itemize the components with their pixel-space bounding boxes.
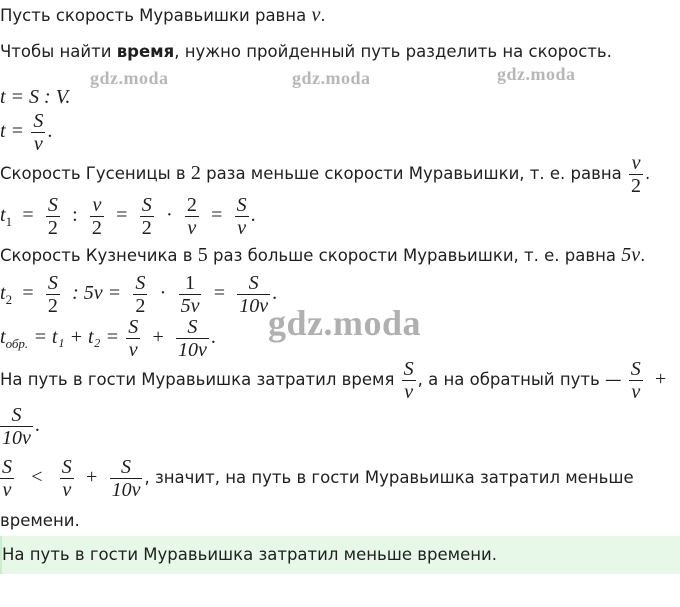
- frac-s-2: $\frac{S}{2}$: [47, 272, 58, 317]
- nu-symbol: ν: [311, 4, 321, 26]
- colon: :: [72, 204, 78, 226]
- formula-t-equals: [0, 86, 70, 109]
- frac-v-2: $\frac{\nu}{2}$: [91, 194, 102, 239]
- formula-s-10v: [0, 404, 40, 449]
- t2-subscript: 2: [5, 292, 13, 307]
- line7-pre: Скорость Кузнечика в: [0, 246, 193, 265]
- frac-s-v: $\frac{S}{\nu}$: [403, 358, 414, 403]
- text-line-10: [0, 358, 671, 403]
- frac-s-2: $\frac{S}{2}$: [47, 194, 58, 239]
- frac-2-v: $\frac{2}{\nu}$: [186, 194, 197, 239]
- frac-s-v: $\frac{S}{\nu}$: [2, 456, 12, 501]
- line7-mid: раз больше скорости Муравьишки, т. е. равна: [213, 246, 616, 265]
- less-than: <: [31, 466, 43, 488]
- watermark-3: gdz.moda: [497, 64, 576, 84]
- plus: +: [152, 326, 164, 348]
- line7-number: 5: [197, 244, 208, 266]
- frac-s-10v: $\frac{S}{10\nu}$: [239, 272, 269, 317]
- equals: =: [211, 204, 223, 226]
- line2-bold: время: [116, 42, 175, 61]
- text-line-7: [0, 244, 645, 267]
- equals: =: [116, 204, 128, 226]
- line10-mid: , а на обратный путь —: [417, 370, 622, 389]
- frac-s-v: $\frac{S}{\nu}$: [236, 194, 247, 239]
- frac-s-v-b: $\frac{S}{\nu}$: [630, 358, 641, 403]
- line1-period: .: [320, 6, 326, 25]
- watermark-big: gdz.moda: [268, 303, 422, 343]
- text-line-1: [0, 4, 326, 27]
- period: .: [47, 120, 53, 142]
- t-symbol: t: [0, 326, 6, 348]
- line1-text: Пусть скорость Муравьишки равна: [0, 6, 307, 25]
- line7-value: 5ν: [621, 244, 641, 266]
- frac-s-v-b: $\frac{S}{\nu}$: [61, 456, 72, 501]
- period: .: [640, 246, 646, 265]
- t1-subscript: 1: [5, 214, 13, 229]
- text-line-5: [0, 152, 650, 197]
- fraction-s-over-v: $\frac{S}{\nu}$: [33, 110, 44, 155]
- equals: =: [22, 204, 34, 226]
- formula-t-fraction: [0, 110, 52, 155]
- frac-1-5v: $\frac{1}{5\nu}$: [180, 272, 200, 317]
- watermark-1: gdz.moda: [90, 68, 169, 88]
- fraction-v-over-2: $\frac{\nu}{2}$: [631, 152, 642, 197]
- sum-expression: = t₁ + t₂ =: [33, 326, 119, 348]
- frac-s-2b: $\frac{S}{2}$: [135, 272, 146, 317]
- line10-pre: На путь в гости Муравьишка затратил время: [0, 370, 395, 389]
- inequality-line: [0, 456, 634, 501]
- watermark-2: gdz.moda: [292, 68, 371, 88]
- plus: +: [655, 368, 667, 390]
- colon-5v: : 5ν =: [72, 282, 122, 304]
- line5-mid: раза меньше скорости Муравьишки, т. е. равна: [206, 164, 622, 183]
- text-line-2: [0, 42, 612, 61]
- line2-pre: Чтобы найти: [0, 42, 112, 61]
- answer-text: На путь в гости Муравьишка затратил меньше времени.: [2, 545, 497, 564]
- t2-symbol: t: [0, 282, 6, 304]
- line12-text: , значит, на путь в гости Муравьишка затратил меньше: [144, 468, 634, 487]
- frac-s-10v: $\frac{S}{10\nu}$: [2, 404, 31, 449]
- frac-s-v: $\frac{S}{\nu}$: [128, 316, 139, 361]
- equals: =: [213, 282, 225, 304]
- period: .: [272, 282, 278, 304]
- t-subscript: обр.: [5, 336, 29, 351]
- text-line-13: [0, 511, 80, 530]
- equals: =: [22, 282, 34, 304]
- period: .: [210, 326, 216, 348]
- period: .: [34, 414, 40, 436]
- formula-t1: [0, 194, 256, 239]
- t1-symbol: t: [0, 204, 6, 226]
- frac-s-10v: $\frac{S}{10\nu}$: [177, 316, 207, 361]
- period: .: [645, 164, 651, 183]
- frac-s-2b: $\frac{S}{2}$: [141, 194, 152, 239]
- line5-pre: Скорость Гусеницы в: [0, 164, 186, 183]
- formula-t-lhs: t =: [0, 120, 25, 142]
- answer-box: [0, 536, 680, 574]
- dot: ·: [165, 204, 173, 226]
- frac-s-10v: $\frac{S}{10\nu}$: [111, 456, 141, 501]
- dot: ·: [159, 282, 167, 304]
- formula-t-total: [0, 316, 216, 361]
- line13-text: времени.: [0, 511, 80, 530]
- formula-t-text: t = S : V.: [0, 86, 71, 108]
- plus: +: [86, 466, 98, 488]
- formula-t2: [0, 272, 277, 317]
- period: .: [250, 204, 256, 226]
- line2-post: , нужно пройденный путь разделить на скорость.: [174, 42, 612, 61]
- line5-number: 2: [190, 162, 201, 184]
